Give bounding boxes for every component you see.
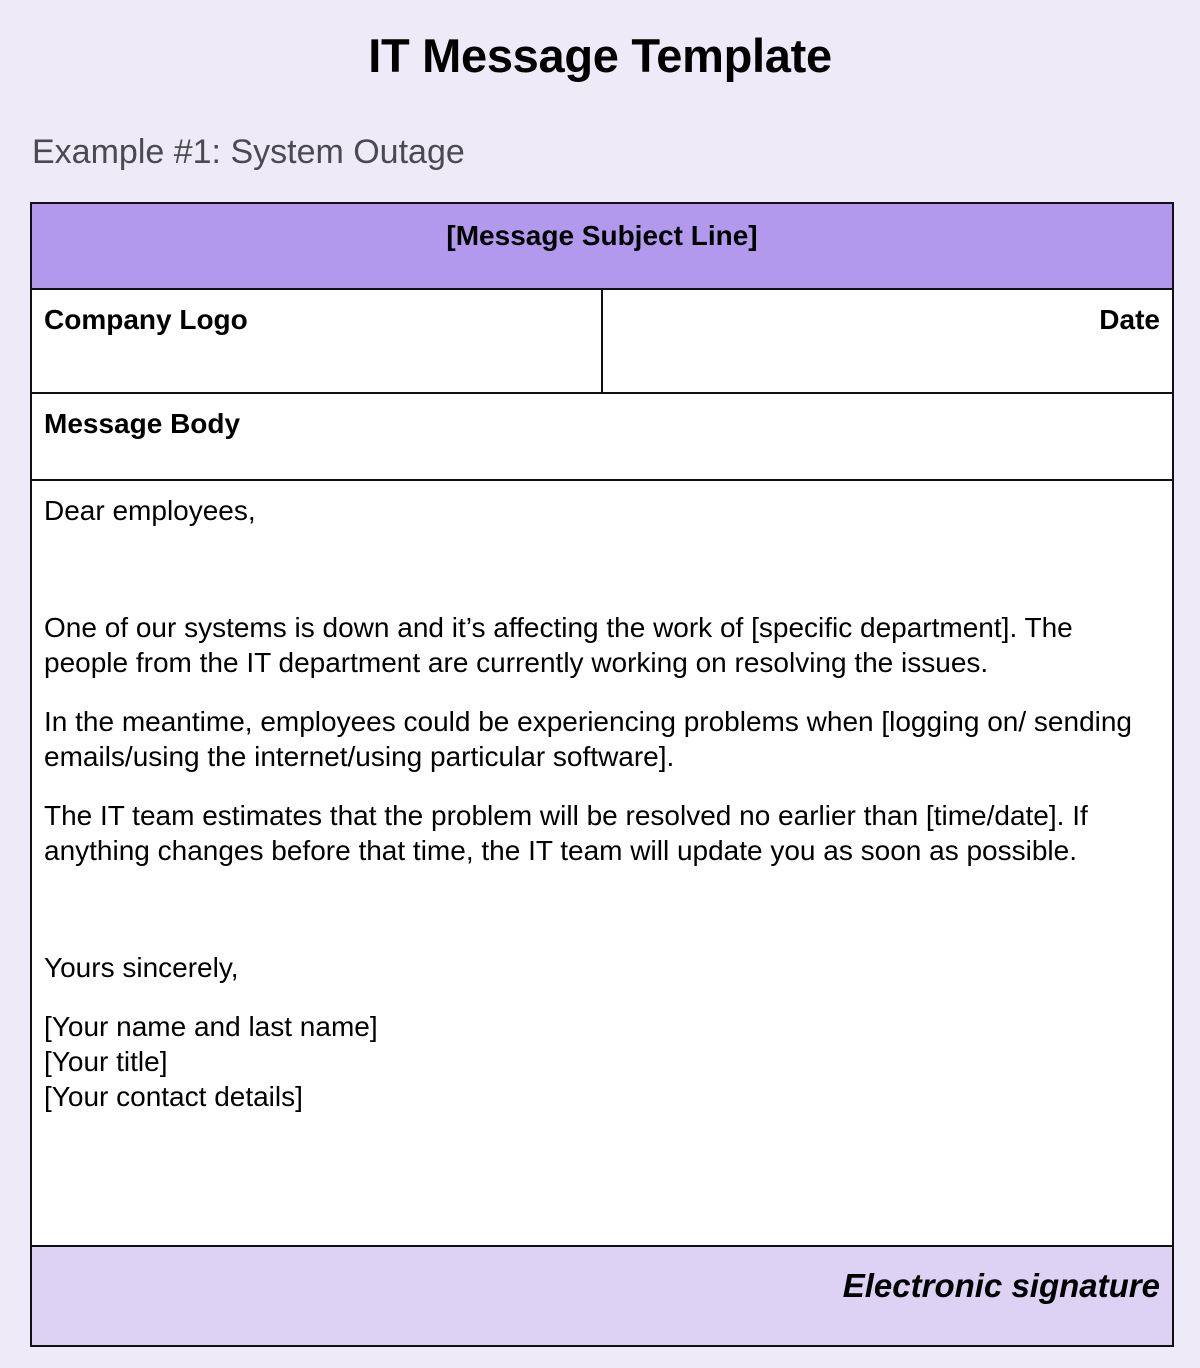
signoff-name: [Your name and last name] xyxy=(44,1011,378,1042)
company-logo-cell xyxy=(32,290,603,392)
company-logo-label: Company Logo xyxy=(44,304,248,335)
signature-row xyxy=(32,1247,1172,1345)
subject-line-row xyxy=(32,204,1172,290)
subject-line-text: [Message Subject Line] xyxy=(446,220,758,251)
message-body xyxy=(32,481,1172,1247)
message-template-table xyxy=(30,202,1174,1347)
date-label: Date xyxy=(1099,304,1160,335)
body-paragraph: In the meantime, employees could be experiencing problems when [logging on/ sending emails/using the internet/using particular software]. xyxy=(44,706,1133,772)
greeting: Dear employees, xyxy=(44,495,256,526)
body-paragraph: The IT team estimates that the problem will be resolved no earlier than [time/date]. If anything changes before that time, the IT team will update you as soon as possible. xyxy=(44,800,1088,866)
signoff-block xyxy=(44,1009,1160,1114)
date-cell xyxy=(603,290,1172,392)
body-paragraph: One of our systems is down and it’s affecting the work of [specific department]. The people from the IT department are currently working on resolving the issues. xyxy=(44,612,1073,678)
message-body-label-row xyxy=(32,394,1172,481)
signoff-title: [Your title] xyxy=(44,1046,168,1077)
example-subtitle: Example #1: System Outage xyxy=(32,133,465,171)
logo-date-row xyxy=(32,290,1172,394)
signoff-contact: [Your contact details] xyxy=(44,1081,303,1112)
electronic-signature-label: Electronic signature xyxy=(842,1267,1160,1304)
page-title: IT Message Template xyxy=(368,29,832,82)
message-body-label: Message Body xyxy=(44,408,241,439)
closing: Yours sincerely, xyxy=(44,952,239,983)
